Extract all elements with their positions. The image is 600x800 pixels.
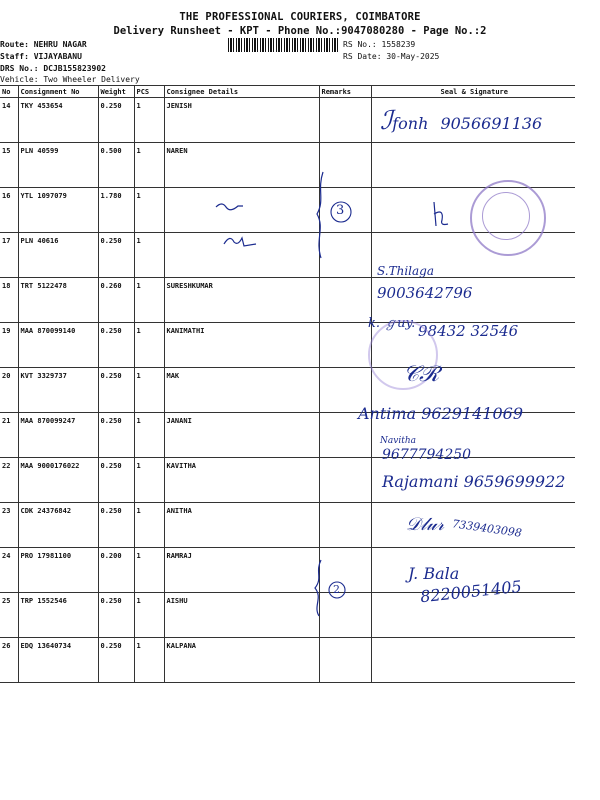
remark-number: 3 — [336, 203, 345, 218]
cell-consignment: MAA 870099140 — [18, 323, 98, 368]
cell-no: 14 — [0, 98, 18, 143]
cell-no: 20 — [0, 368, 18, 413]
cell-consignee: JENISH — [164, 98, 319, 143]
company-title: THE PROFESSIONAL COURIERS, COIMBATORE — [179, 11, 421, 23]
cell-remarks — [319, 458, 371, 503]
cell-consignment: CDK 24376842 — [18, 503, 98, 548]
cell-pcs: 1 — [134, 143, 164, 188]
signature-row-21: Antima 9629141069 — [358, 404, 523, 423]
cell-consignee: KAVITHA — [164, 458, 319, 503]
cell-no: 16 — [0, 188, 18, 233]
cell-pcs: 1 — [134, 278, 164, 323]
cell-consignee: JANANI — [164, 413, 319, 458]
signature-row-19-mark: k. ℊuy. — [368, 316, 416, 331]
cell-consignment: PLN 40599 — [18, 143, 98, 188]
cell-remarks — [319, 638, 371, 683]
cell-no: 21 — [0, 413, 18, 458]
table-header-row — [0, 86, 575, 98]
signature-row-22-name: Navitha — [380, 436, 416, 446]
remark-number: 2 — [333, 583, 340, 596]
cell-no: 17 — [0, 233, 18, 278]
cell-consignee: MAK — [164, 368, 319, 413]
cell-pcs: 1 — [134, 233, 164, 278]
table-row — [0, 593, 575, 638]
scribble-mark — [214, 196, 244, 206]
cell-consignee: RAMRAJ — [164, 548, 319, 593]
cell-pcs: 1 — [134, 593, 164, 638]
signature-row-20: 𝒞ℛ — [403, 362, 440, 387]
scribble-mark — [222, 232, 262, 246]
cell-pcs: 1 — [134, 638, 164, 683]
cell-pcs: 1 — [134, 368, 164, 413]
cell-consignee: SURESHKUMAR — [164, 278, 319, 323]
col-header-remarks: Remarks — [319, 86, 371, 98]
cell-pcs: 1 — [134, 98, 164, 143]
cell-weight: 0.500 — [98, 143, 134, 188]
cell-consignment: TRP 1552546 — [18, 593, 98, 638]
cell-consignment: YTL 1097079 — [18, 188, 98, 233]
cell-consignee: ANITHA — [164, 503, 319, 548]
cell-pcs: 1 — [134, 503, 164, 548]
cell-signature — [371, 638, 575, 683]
col-header-weight: Weight — [98, 86, 134, 98]
cell-consignment: PLN 40616 — [18, 233, 98, 278]
cell-consignment: EDQ 13640734 — [18, 638, 98, 683]
cell-weight: 0.260 — [98, 278, 134, 323]
rs-number: RS No.: 1558239 — [343, 40, 416, 49]
signature-row-22-phone: 9677794250 — [382, 447, 472, 463]
col-header-signature: Seal & Signature — [371, 86, 575, 98]
scribble-mark — [430, 200, 450, 230]
cell-no: 24 — [0, 548, 18, 593]
table-row — [0, 638, 575, 683]
cell-consignee: NAREN — [164, 143, 319, 188]
cell-pcs: 1 — [134, 188, 164, 233]
cell-pcs: 1 — [134, 413, 164, 458]
col-header-consignee: Consignee Details — [164, 86, 319, 98]
table-row — [0, 278, 575, 323]
drs-number: DRS No.: DCJB155823902 — [0, 64, 106, 73]
cell-remarks — [319, 278, 371, 323]
signature-row-24-phone: 7339403098 — [451, 517, 523, 540]
cell-consignment: MAA 870099247 — [18, 413, 98, 458]
cell-consignment: TRT 5122478 — [18, 278, 98, 323]
cell-pcs: 1 — [134, 323, 164, 368]
signature-row-23: Rajamani 9659699922 — [382, 472, 566, 491]
cell-remarks — [319, 503, 371, 548]
cell-no: 23 — [0, 503, 18, 548]
courier-stamp-inner — [482, 192, 530, 240]
cell-consignment: KVT 3329737 — [18, 368, 98, 413]
cell-no: 25 — [0, 593, 18, 638]
cell-weight: 0.250 — [98, 638, 134, 683]
remark-bracket-16-17 — [305, 170, 355, 260]
cell-weight: 0.250 — [98, 413, 134, 458]
cell-consignment: TKY 453654 — [18, 98, 98, 143]
cell-weight: 0.250 — [98, 368, 134, 413]
signature-row-18-phone: 9003642796 — [377, 284, 473, 302]
cell-weight: 0.200 — [98, 548, 134, 593]
cell-remarks — [319, 98, 371, 143]
signature-row-19-phone: 98432 32546 — [418, 322, 519, 340]
cell-consignee: KALPANA — [164, 638, 319, 683]
col-header-consignment: Consignment No — [18, 86, 98, 98]
cell-weight: 0.250 — [98, 503, 134, 548]
cell-signature — [371, 143, 575, 188]
cell-weight: 0.250 — [98, 233, 134, 278]
signature-row-18-name: S.Thilaga — [377, 264, 435, 278]
route-label: Route: NEHRU NAGAR — [0, 40, 87, 49]
cell-no: 18 — [0, 278, 18, 323]
cell-pcs: 1 — [134, 548, 164, 593]
cell-weight: 0.250 — [98, 98, 134, 143]
vehicle-label: Vehicle: Two Wheeler Delivery — [0, 75, 140, 84]
rs-date: RS Date: 30-May-2025 — [343, 52, 440, 61]
signature-row-24-mark: 𝒟𝓁𝓊𝓇 — [406, 514, 444, 535]
cell-weight: 0.250 — [98, 593, 134, 638]
cell-consignment: MAA 9000176022 — [18, 458, 98, 503]
signature-row-25-name: J. Bala — [408, 564, 460, 583]
cell-no: 19 — [0, 323, 18, 368]
staff-label: Staff: VIJAYABANU — [0, 52, 82, 61]
cell-pcs: 1 — [134, 458, 164, 503]
cell-remarks — [319, 323, 371, 368]
signature-row-25-phone: 8220051405 — [419, 576, 523, 607]
cell-no: 22 — [0, 458, 18, 503]
cell-consignee: KANIMATHI — [164, 323, 319, 368]
cell-weight: 1.780 — [98, 188, 134, 233]
barcode — [228, 38, 338, 52]
remark-bracket-25-26 — [303, 558, 353, 618]
cell-weight: 0.250 — [98, 323, 134, 368]
col-header-pcs: PCS — [134, 86, 164, 98]
cell-no: 15 — [0, 143, 18, 188]
runsheet-subtitle: Delivery Runsheet - KPT - Phone No.:9047080280 - Page No.:2 — [113, 25, 487, 37]
table-row — [0, 143, 575, 188]
cell-no: 26 — [0, 638, 18, 683]
cell-consignee: AISHU — [164, 593, 319, 638]
cell-weight: 0.250 — [98, 458, 134, 503]
col-header-no: No — [0, 86, 18, 98]
cell-consignment: PRO 17981100 — [18, 548, 98, 593]
signature-row-14: ℐfonh 9056691136 — [380, 106, 543, 136]
